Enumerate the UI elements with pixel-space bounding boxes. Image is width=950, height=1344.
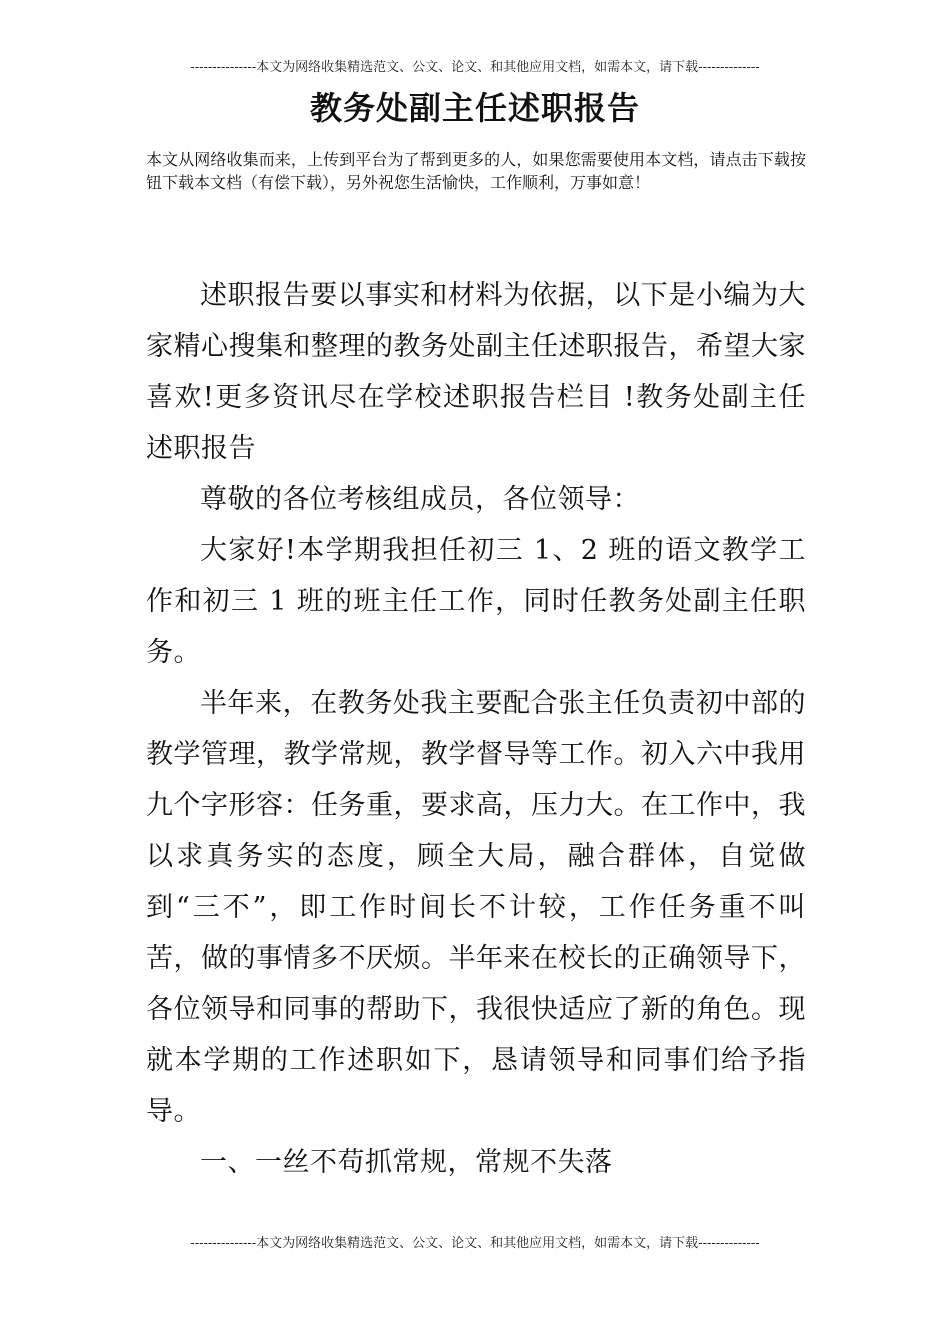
intro-notice: 本文从网络收集而来，上传到平台为了帮到更多的人，如果您需要使用本文档，请点击下载按钮下载本文档（有偿下载），另外祝您生活愉快，工作顺利，万事如意！: [146, 150, 806, 192]
header-banner: ---------------本文为网络收集精选范文、公文、论文、和其他应用文档，如需本文，请下载--------------: [190, 60, 760, 75]
footer-banner: ---------------本文为网络收集精选范文、公文、论文、和其他应用文档，如需本文，请下载--------------: [190, 1236, 760, 1251]
document-body: [146, 270, 806, 1188]
section-heading-1: 一、一丝不苟抓常规，常规不失落: [200, 1147, 613, 1178]
paragraph-1: 述职报告要以事实和材料为依据，以下是小编为大家精心搜集和整理的教务处副主任述职报告，希望大家喜欢!更多资讯尽在学校述职报告栏目 !教务处副主任述职报告: [146, 280, 806, 464]
paragraph-2: 尊敬的各位考核组成员，各位领导：: [200, 484, 640, 515]
document-title: 教务处副主任述职报告: [309, 89, 640, 127]
paragraph-4: 半年来，在教务处我主要配合张主任负责初中部的教学管理，教学常规，教学督导等工作。初入六中我用九个字形容：任务重，要求高，压力大。在工作中，我以求真务实的态度，顾全大局，融合群体，自觉做到“三不”，即工作时间长不计较，工作任务重不叫苦，做的事情多不厌烦。半年来在校长的正确领导下，各位领导和同事的帮助下，我很快适应了新的角色。现就本学期的工作述职如下，恳请领导和同事们给予指导。: [146, 688, 806, 1127]
paragraph-3: 大家好!本学期我担任初三 1、2 班的语文教学工作和初三 1 班的班主任工作，同时任教务处副主任职务。: [146, 535, 806, 668]
